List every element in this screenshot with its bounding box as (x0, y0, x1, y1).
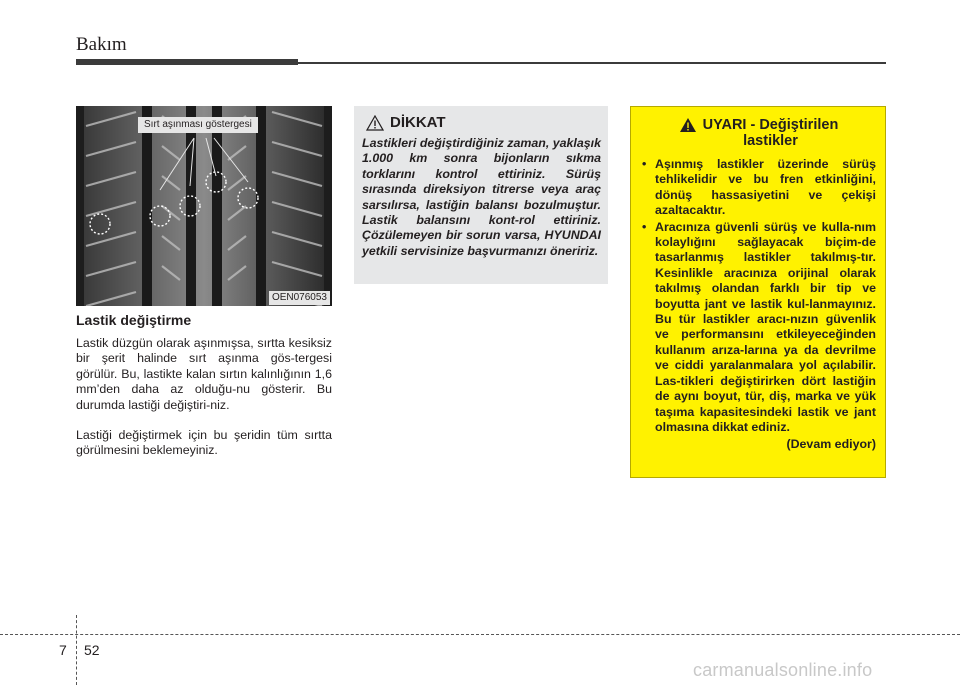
bullet-icon: • (642, 219, 647, 234)
warning-item-text: Aşınmış lastikler üzerinde sürüş tehlikelidir ve bu fren etkinliğini, dönüş hassasiyetini ve çekişi azaltacaktır. (655, 157, 876, 218)
caution-title-row (366, 114, 601, 131)
continued-note: (Devam ediyor) (786, 437, 876, 452)
section-heading: Lastik değiştirme (76, 312, 192, 328)
footer-chapter-number: 7 (59, 642, 67, 658)
figure-caption: Sırt aşınması göstergesi (138, 117, 258, 133)
figure-code: OEN076053 (269, 291, 330, 305)
body-paragraph-2: Lastiği değiştirmek için bu şeridin tüm sırtta görülmesini beklemeyiniz. (76, 428, 332, 458)
body-paragraph-1: Lastik düzgün olarak aşınmışsa, sırtta kesiksiz bir şerit halinde sırt aşınma gös-tergesi görülür. Bu, lastikte kalan sırtın kalınlığının 1,6 mm’den daha az olduğu-nu gösterir. Bu durumda lastiği değiştiri-niz. (76, 336, 332, 412)
warning-list-item (641, 157, 876, 219)
warning-item-text: Aracınıza güvenli sürüş ve kulla-nım kolaylığını sağlayacak biçim-de tasarlanmış lastikler takılmış-tır. Kesinlikle aracınıza orijinal olarak takılmış olandan farklı bir tip ve boyutta jant ve lastik kul-lanmayınız. Bu tür lastikler aracı-nızın güvenlik ve performansını etkileyeceğinden kullanım arıza-larına ya da devrilme ve ciddi yaralanmalara yol açılabilir. Las-tikleri değiştirirken dört lastiğin de aynı boyut, tür, diş, marka ve yük taşıma kapasitesindeki lastik ve jant olmasına dikkat ediniz. (655, 219, 876, 434)
warning-box (630, 106, 886, 478)
caution-triangle-icon (366, 115, 384, 131)
caution-text: Lastikleri değiştirdiğiniz zaman, yaklaşık 1.000 km sonra bijonların sıkma torklarını kontrol ettiriniz. Sürüş sırasında direksiyon titrerse veya araç sarsılırsa, lastiğin balansı bozulmuştur. Lastik balansını kont-rol ettiriniz. Çözülemeyen bir sorun varsa, HYUNDAI yetkili servisinize başvurmanızı öneririz. (362, 136, 601, 258)
warning-triangle-icon (679, 117, 697, 133)
warning-title-line2: lastikler (743, 133, 798, 149)
warning-list-item (641, 220, 876, 436)
warning-title-line1: UYARI - Değiştirilen (702, 117, 839, 133)
section-title: Bakım (76, 34, 127, 55)
watermark: carmanualsonline.info (693, 660, 873, 680)
footer-vertical-rule (76, 615, 77, 685)
caution-title: DİKKAT (390, 114, 446, 131)
bullet-icon: • (642, 157, 647, 171)
warning-title (703, 117, 839, 149)
warning-title-row (641, 117, 876, 149)
footer-page-number: 52 (84, 642, 100, 658)
tire-tread-figure (76, 106, 332, 306)
header-rule-thick (76, 59, 298, 65)
caution-box (354, 106, 608, 284)
footer-horizontal-rule (0, 634, 960, 635)
tire-tread-illustration (76, 106, 332, 306)
warning-list (641, 157, 876, 435)
header-rule-thin (298, 62, 886, 64)
